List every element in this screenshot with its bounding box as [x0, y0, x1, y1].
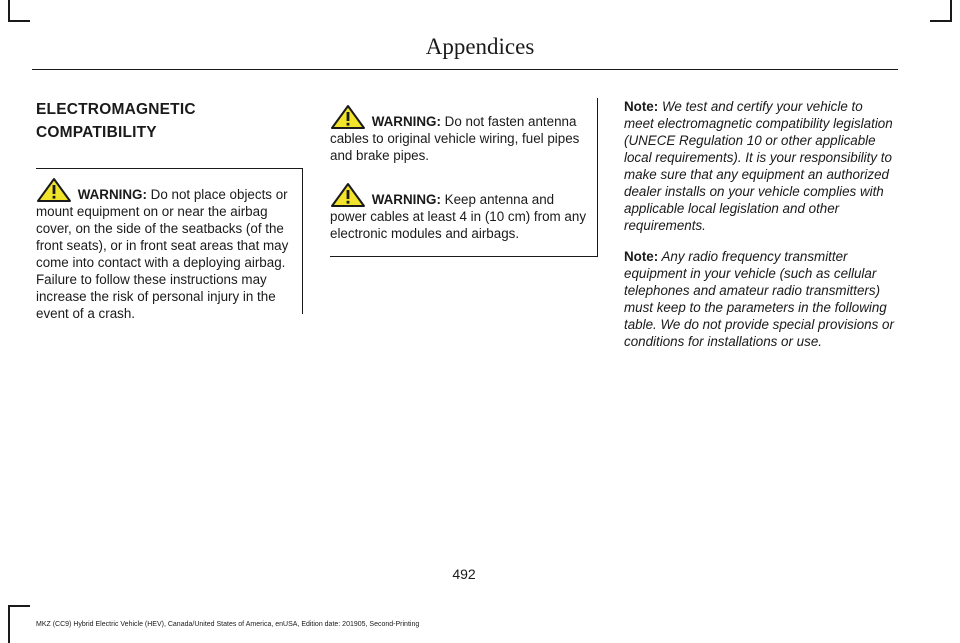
section-title [36, 98, 303, 144]
warning-triangle-icon [36, 177, 72, 203]
section-title-line2: COMPATIBILITY [36, 124, 157, 141]
column-right [624, 98, 896, 364]
crop-mark-top-left-v [8, 0, 10, 22]
note-label: Note: [624, 249, 659, 264]
page-number: 492 [452, 566, 476, 582]
crop-mark-bottom-left-h [8, 605, 30, 607]
warning-triangle-icon [330, 104, 366, 130]
note-text: We test and certify your vehicle to meet electromagnetic compatibility legislation (UNECE Regulation 10 or other applicable local requirements). It is your responsibility to make sure that any equipment an authorized dealer installs on your vehicle complies with applicable local legislation and other requirements. [624, 99, 893, 233]
warning-power-cables [330, 182, 593, 242]
warning-airbag [36, 177, 298, 322]
header-divider [32, 69, 898, 70]
warning-label: WARNING: [77, 187, 147, 202]
crop-mark-bottom-left-v [8, 605, 10, 643]
note-label: Note: [624, 99, 659, 114]
warning-text: Do not fasten antenna cables to original vehicle wiring, fuel pipes and brake pipes. [330, 114, 580, 163]
warning-label: WARNING: [371, 192, 441, 207]
note-radio-transmitter [624, 248, 896, 350]
crop-mark-top-right-v [950, 0, 952, 22]
warning-box-airbag [36, 168, 303, 321]
section-title-line1: ELECTROMAGNETIC [36, 101, 196, 118]
warning-antenna-cables [330, 104, 593, 164]
crop-mark-top-right-h [930, 20, 952, 22]
warning-text: Keep antenna and power cables at least 4 in (10 cm) from any electronic modules and airbags. [330, 192, 587, 241]
footer-edition-text: MKZ (CC9) Hybrid Electric Vehicle (HEV), Canada/United States of America, enUSA, Edition date: 201905, Second-Printing [36, 621, 420, 628]
crop-mark-top-left-h [8, 20, 30, 22]
note-certification [624, 98, 896, 234]
warning-label: WARNING: [371, 114, 441, 129]
note-text: Any radio frequency transmitter equipment in your vehicle (such as cellular telephones and amateur radio transmitters) must keep to the parameters in the following table. We do not provide special provisions or conditions for installations or use. [624, 249, 894, 349]
page-title: Appendices [425, 34, 535, 59]
column-left [36, 98, 303, 321]
warning-triangle-icon [330, 182, 366, 208]
warning-box-antenna [330, 98, 598, 257]
column-middle [330, 98, 598, 257]
warning-text: Do not place objects or mount equipment on or near the airbag cover, on the side of the seatbacks (of the front seats), or in front seat areas that may come into contact with a deploying airbag. Failure to follow these instructions may increase the risk of personal injury in the event of a crash. [36, 187, 289, 321]
